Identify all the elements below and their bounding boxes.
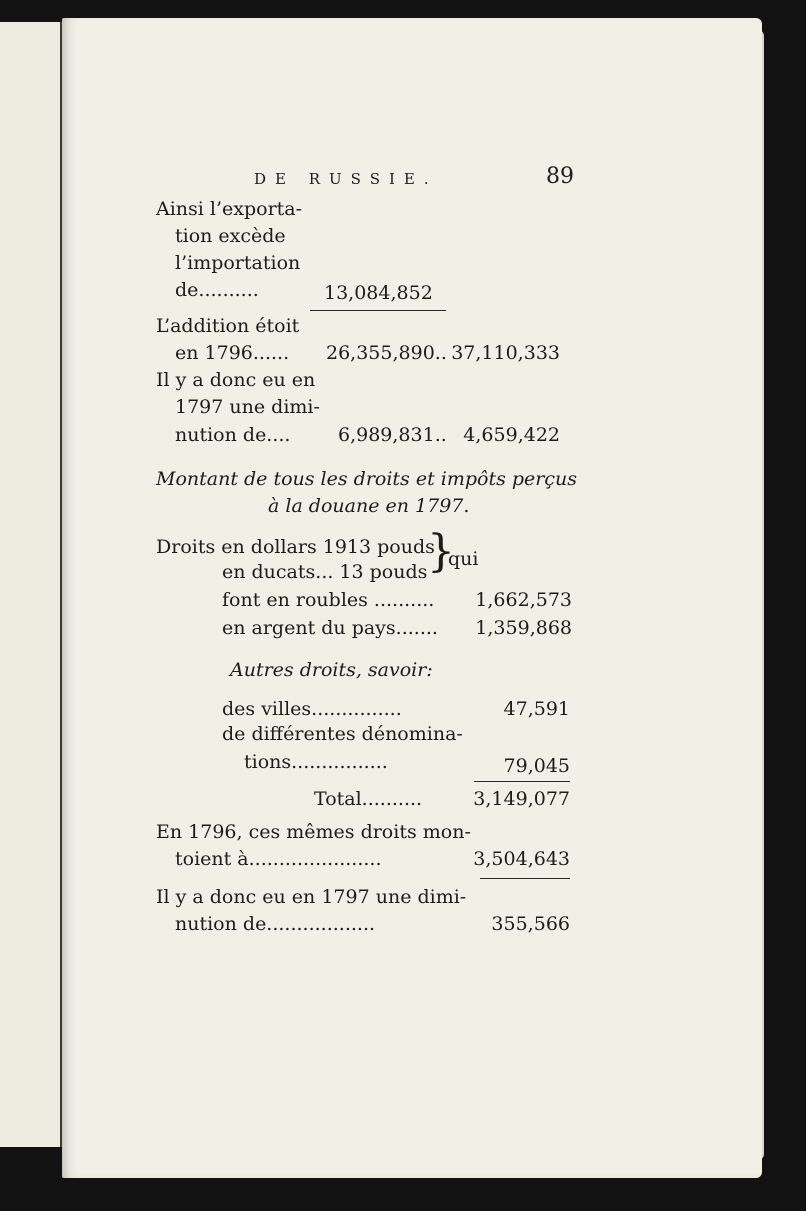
denom-line-1: de différentes dénomina-: [222, 723, 463, 745]
roubles-label: font en roubles ..........: [222, 589, 435, 611]
argent-label: en argent du pays.......: [222, 617, 438, 639]
export-line-1: Ainsi l’exporta-: [156, 198, 303, 220]
section-title-line-2: à la douane en 1797.: [268, 495, 470, 517]
villes-label: des villes...............: [222, 698, 402, 720]
export-line-4: de..........: [175, 279, 259, 301]
section-title-line-1: Montant de tous les droits et impôts perçus: [156, 468, 578, 490]
book-page: [62, 18, 762, 1178]
export-line-3: l’importation: [175, 252, 301, 274]
running-header: DE RUSSIE.: [254, 170, 438, 188]
addition-line-2-value-2: 37,110,333: [451, 342, 560, 364]
addition-line-4: 1797 une dimi-: [175, 396, 320, 418]
rule-1: [310, 310, 446, 311]
autres-title: Autres droits, savoir:: [230, 659, 433, 681]
denom-line-2: tions................: [244, 751, 388, 773]
total-value: 3,149,077: [473, 788, 570, 810]
argent-value: 1,359,868: [475, 617, 572, 639]
export-line-2: tion excède: [175, 225, 286, 247]
diminution-line-1: Il y a donc eu en 1797 une dimi-: [156, 886, 467, 908]
en-1796-line-1: En 1796, ces mêmes droits mon-: [156, 821, 471, 843]
roubles-value: 1,662,573: [475, 589, 572, 611]
en-1796-value: 3,504,643: [473, 848, 570, 870]
facing-page-edge: [0, 22, 62, 1147]
addition-line-5-label: nution de....: [175, 424, 291, 446]
export-value: 13,084,852: [324, 282, 433, 304]
total-label: Total..........: [314, 788, 423, 810]
denom-value: 79,045: [503, 755, 570, 777]
addition-line-1: L’addition étoit: [156, 315, 300, 337]
addition-line-2-label: en 1796......: [175, 342, 290, 364]
brace-symbol: }: [427, 526, 455, 577]
droits-qui: qui: [448, 548, 479, 570]
villes-value: 47,591: [503, 698, 570, 720]
addition-line-5-value-2: 4,659,422: [463, 424, 560, 446]
addition-line-5-value-1: 6,989,831..: [338, 424, 447, 446]
droits-line-2: en ducats... 13 pouds: [222, 561, 428, 583]
rule-3: [480, 878, 570, 879]
diminution-line-2: nution de..................: [175, 913, 376, 935]
addition-line-2-value-1: 26,355,890..: [326, 342, 447, 364]
addition-line-3: Il y a donc eu en: [156, 369, 316, 391]
page-number: 89: [546, 164, 574, 189]
rule-2: [474, 781, 570, 782]
droits-line-1: Droits en dollars 1913 pouds: [156, 536, 435, 558]
en-1796-line-2: toient à......................: [175, 848, 382, 870]
diminution-value: 355,566: [491, 913, 570, 935]
